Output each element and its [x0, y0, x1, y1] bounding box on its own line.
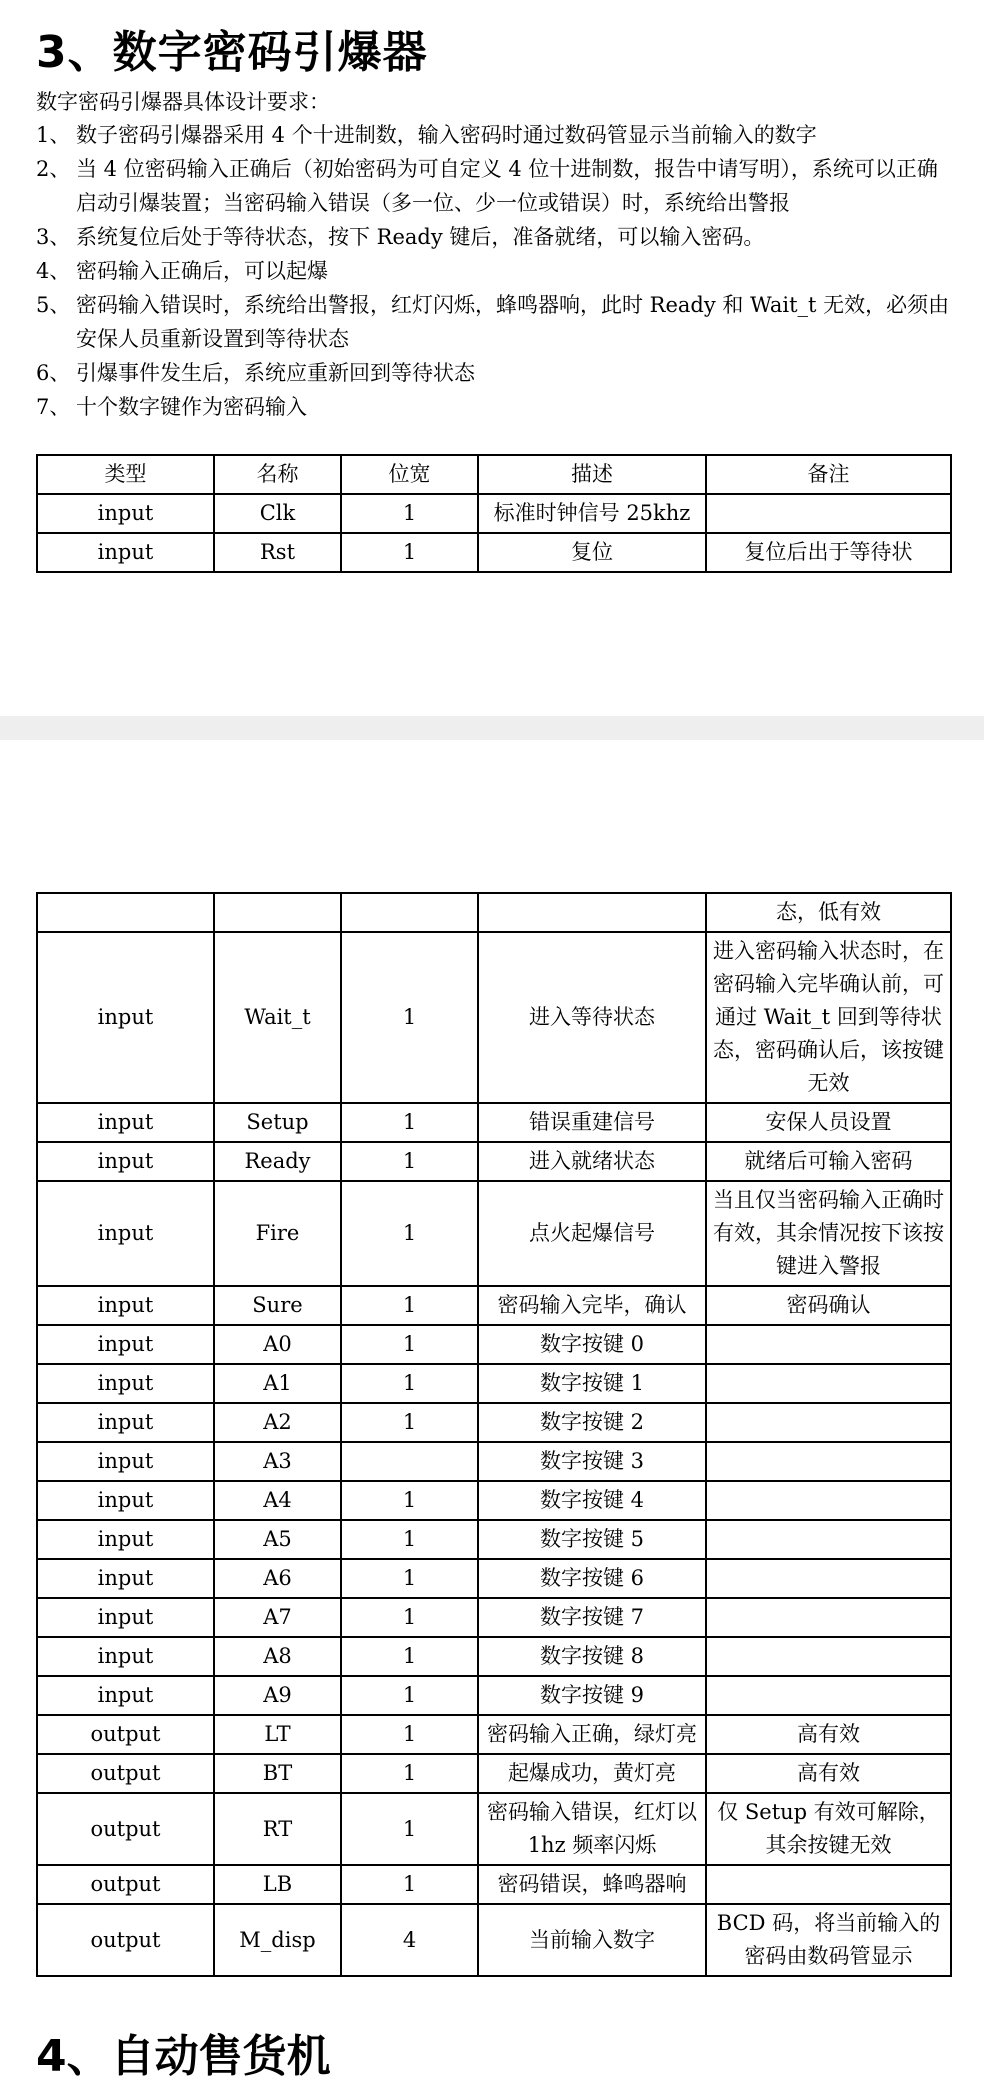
table-cell: 错误重建信号	[478, 1103, 706, 1142]
table-row	[37, 1481, 951, 1520]
table-cell: 密码错误，蜂鸣器响	[478, 1865, 706, 1904]
table-cell: RT	[214, 1793, 341, 1865]
signal-table-part-1	[36, 454, 952, 573]
table-cell: input	[37, 1403, 214, 1442]
table-row	[37, 1676, 951, 1715]
table-cell: 1	[341, 1286, 478, 1325]
table-cell: LB	[214, 1865, 341, 1904]
table-cell: A9	[214, 1676, 341, 1715]
table-row	[37, 1286, 951, 1325]
table-cell: 进入等待状态	[478, 932, 706, 1103]
table-cell: 进入就绪状态	[478, 1142, 706, 1181]
table-cell: input	[37, 1520, 214, 1559]
table-cell: input	[37, 1325, 214, 1364]
table-cell: Setup	[214, 1103, 341, 1142]
table-row	[37, 533, 951, 572]
table-header-cell: 类型	[37, 455, 214, 494]
table-cell: Wait_t	[214, 932, 341, 1103]
table-cell	[706, 1403, 951, 1442]
table-cell: 数字按键 7	[478, 1598, 706, 1637]
table-cell	[706, 1865, 951, 1904]
table-cell: 数字按键 8	[478, 1637, 706, 1676]
table-cell: 1	[341, 1142, 478, 1181]
table-cell: input	[37, 1442, 214, 1481]
requirement-item: 7、 十个数字键作为密码输入	[36, 395, 307, 419]
table-cell: A0	[214, 1325, 341, 1364]
table-cell: 1	[341, 1865, 478, 1904]
table-cell: input	[37, 494, 214, 533]
table-cell: A6	[214, 1559, 341, 1598]
table-cell: 1	[341, 1520, 478, 1559]
requirement-item: 2、 当 4 位密码输入正确后（初始密码为可自定义 4 位十进制数，报告中请写明），系统可以正确启动引爆装置；当密码输入错误（多一位、少一位或错误）时，系统给出警报	[36, 157, 938, 215]
table-cell: input	[37, 1676, 214, 1715]
table-row	[37, 1103, 951, 1142]
table-row	[37, 1754, 951, 1793]
table-cell	[706, 1481, 951, 1520]
table-cell: Rst	[214, 533, 341, 572]
table-cell: 1	[341, 1793, 478, 1865]
table-cell	[706, 1676, 951, 1715]
table-cell: 1	[341, 1715, 478, 1754]
table-cell: 态，低有效	[706, 893, 951, 932]
table-cell: 密码输入完毕，确认	[478, 1286, 706, 1325]
table-cell: 复位后出于等待状	[706, 533, 951, 572]
signal-table-part-2	[36, 892, 952, 1977]
table-cell: input	[37, 1103, 214, 1142]
table-cell: 标准时钟信号 25khz	[478, 494, 706, 533]
table-cell: 数字按键 1	[478, 1364, 706, 1403]
table-cell: A4	[214, 1481, 341, 1520]
requirements-intro: 数字密码引爆器具体设计要求：	[36, 90, 330, 114]
table-cell: 1	[341, 1481, 478, 1520]
requirement-item: 6、 引爆事件发生后，系统应重新回到等待状态	[36, 361, 475, 385]
table-cell: 1	[341, 1403, 478, 1442]
table-cell	[706, 1598, 951, 1637]
table-cell	[478, 893, 706, 932]
table-cell: 起爆成功，黄灯亮	[478, 1754, 706, 1793]
table-row	[37, 1793, 951, 1865]
requirement-item: 5、 密码输入错误时，系统给出警报，红灯闪烁，蜂鸣器响，此时 Ready 和 Wait_t 无效，必须由安保人员重新设置到等待状态	[36, 293, 950, 351]
table-row	[37, 1325, 951, 1364]
table-cell	[706, 1325, 951, 1364]
table-cell: input	[37, 1598, 214, 1637]
table-row	[37, 1904, 951, 1976]
table-cell: LT	[214, 1715, 341, 1754]
table-cell: input	[37, 1559, 214, 1598]
requirement-item: 3、 系统复位后处于等待状态，按下 Ready 键后，准备就绪，可以输入密码。	[36, 225, 765, 249]
table-cell: 数字按键 2	[478, 1403, 706, 1442]
table-row	[37, 1520, 951, 1559]
table-cell: 当前输入数字	[478, 1904, 706, 1976]
table-cell: 1	[341, 494, 478, 533]
table-cell: 数字按键 6	[478, 1559, 706, 1598]
table-cell: input	[37, 1364, 214, 1403]
table-row	[37, 893, 951, 932]
signal-table-body	[37, 893, 951, 1976]
table-cell: M_disp	[214, 1904, 341, 1976]
table-cell: input	[37, 1637, 214, 1676]
table-cell: 仅 Setup 有效可解除，其余按键无效	[706, 1793, 951, 1865]
requirement-item: 4、 密码输入正确后，可以起爆	[36, 259, 328, 283]
table-header-cell: 备注	[706, 455, 951, 494]
table-cell: 当且仅当密码输入正确时有效，其余情况按下该按键进入警报	[706, 1181, 951, 1286]
table-cell: input	[37, 533, 214, 572]
table-header-cell: 位宽	[341, 455, 478, 494]
table-cell: 数字按键 5	[478, 1520, 706, 1559]
table-cell: 数字按键 3	[478, 1442, 706, 1481]
table-cell: 1	[341, 1676, 478, 1715]
table-cell: A5	[214, 1520, 341, 1559]
table-header-cell: 名称	[214, 455, 341, 494]
table-cell: 1	[341, 1559, 478, 1598]
table-cell: A2	[214, 1403, 341, 1442]
page-gap	[0, 716, 984, 740]
requirement-item: 1、 数子密码引爆器采用 4 个十进制数，输入密码时通过数码管显示当前输入的数字	[36, 123, 817, 147]
table-cell: A3	[214, 1442, 341, 1481]
table-cell: input	[37, 1142, 214, 1181]
table-cell: 高有效	[706, 1715, 951, 1754]
table-cell	[706, 1442, 951, 1481]
table-cell: BT	[214, 1754, 341, 1793]
table-cell: output	[37, 1715, 214, 1754]
table-cell	[341, 893, 478, 932]
table-cell: 就绪后可输入密码	[706, 1142, 951, 1181]
table-cell: A7	[214, 1598, 341, 1637]
table-cell: 1	[341, 1754, 478, 1793]
table-cell	[214, 893, 341, 932]
table-row	[37, 1559, 951, 1598]
table-row	[37, 1865, 951, 1904]
table-cell: Fire	[214, 1181, 341, 1286]
table-cell: 1	[341, 533, 478, 572]
document-page-1	[0, 0, 984, 716]
table-cell: 密码输入错误，红灯以 1hz 频率闪烁	[478, 1793, 706, 1865]
table-cell: output	[37, 1904, 214, 1976]
table-cell: output	[37, 1754, 214, 1793]
table-cell: Ready	[214, 1142, 341, 1181]
table-cell: BCD 码，将当前输入的密码由数码管显示	[706, 1904, 951, 1976]
table-cell: 1	[341, 1325, 478, 1364]
table-cell	[706, 1559, 951, 1598]
table-row	[37, 1364, 951, 1403]
table-cell: 1	[341, 1181, 478, 1286]
table-cell: input	[37, 1286, 214, 1325]
table-cell: input	[37, 1481, 214, 1520]
table-cell: A8	[214, 1637, 341, 1676]
table-cell	[706, 1364, 951, 1403]
table-cell: 1	[341, 1598, 478, 1637]
table-cell: 点火起爆信号	[478, 1181, 706, 1286]
table-cell: Clk	[214, 494, 341, 533]
table-cell: 1	[341, 1364, 478, 1403]
table-cell: 4	[341, 1904, 478, 1976]
table-row	[37, 1598, 951, 1637]
section-4-heading: 4、自动售货机	[36, 2031, 331, 2082]
table-cell: 高有效	[706, 1754, 951, 1793]
table-cell: Sure	[214, 1286, 341, 1325]
table-row	[37, 1403, 951, 1442]
table-row	[37, 1442, 951, 1481]
table-row	[37, 1715, 951, 1754]
table-cell	[341, 1442, 478, 1481]
table-cell: 密码确认	[706, 1286, 951, 1325]
table-cell: 1	[341, 932, 478, 1103]
table-cell	[706, 494, 951, 533]
section-3-heading: 3、数字密码引爆器	[36, 27, 428, 78]
table-cell: 1	[341, 1103, 478, 1142]
table-row	[37, 1181, 951, 1286]
table-cell	[37, 893, 214, 932]
table-cell: A1	[214, 1364, 341, 1403]
requirements-list	[36, 118, 956, 424]
table-cell	[706, 1637, 951, 1676]
table-cell: 安保人员设置	[706, 1103, 951, 1142]
table-row	[37, 932, 951, 1103]
table-row	[37, 1637, 951, 1676]
document-page-2	[0, 740, 984, 2087]
table-cell: input	[37, 932, 214, 1103]
table-cell	[706, 1520, 951, 1559]
table-cell: output	[37, 1865, 214, 1904]
table-cell: 进入密码输入状态时，在密码输入完毕确认前，可通过 Wait_t 回到等待状态，密码确认后，该按键无效	[706, 932, 951, 1103]
table-header-row	[37, 455, 951, 494]
table-cell: 密码输入正确，绿灯亮	[478, 1715, 706, 1754]
table-cell: output	[37, 1793, 214, 1865]
table-cell: input	[37, 1181, 214, 1286]
table-header-cell: 描述	[478, 455, 706, 494]
table-cell: 1	[341, 1637, 478, 1676]
table-cell: 复位	[478, 533, 706, 572]
table-cell: 数字按键 9	[478, 1676, 706, 1715]
table-cell: 数字按键 4	[478, 1481, 706, 1520]
table-row	[37, 494, 951, 533]
table-cell: 数字按键 0	[478, 1325, 706, 1364]
table-row	[37, 1142, 951, 1181]
